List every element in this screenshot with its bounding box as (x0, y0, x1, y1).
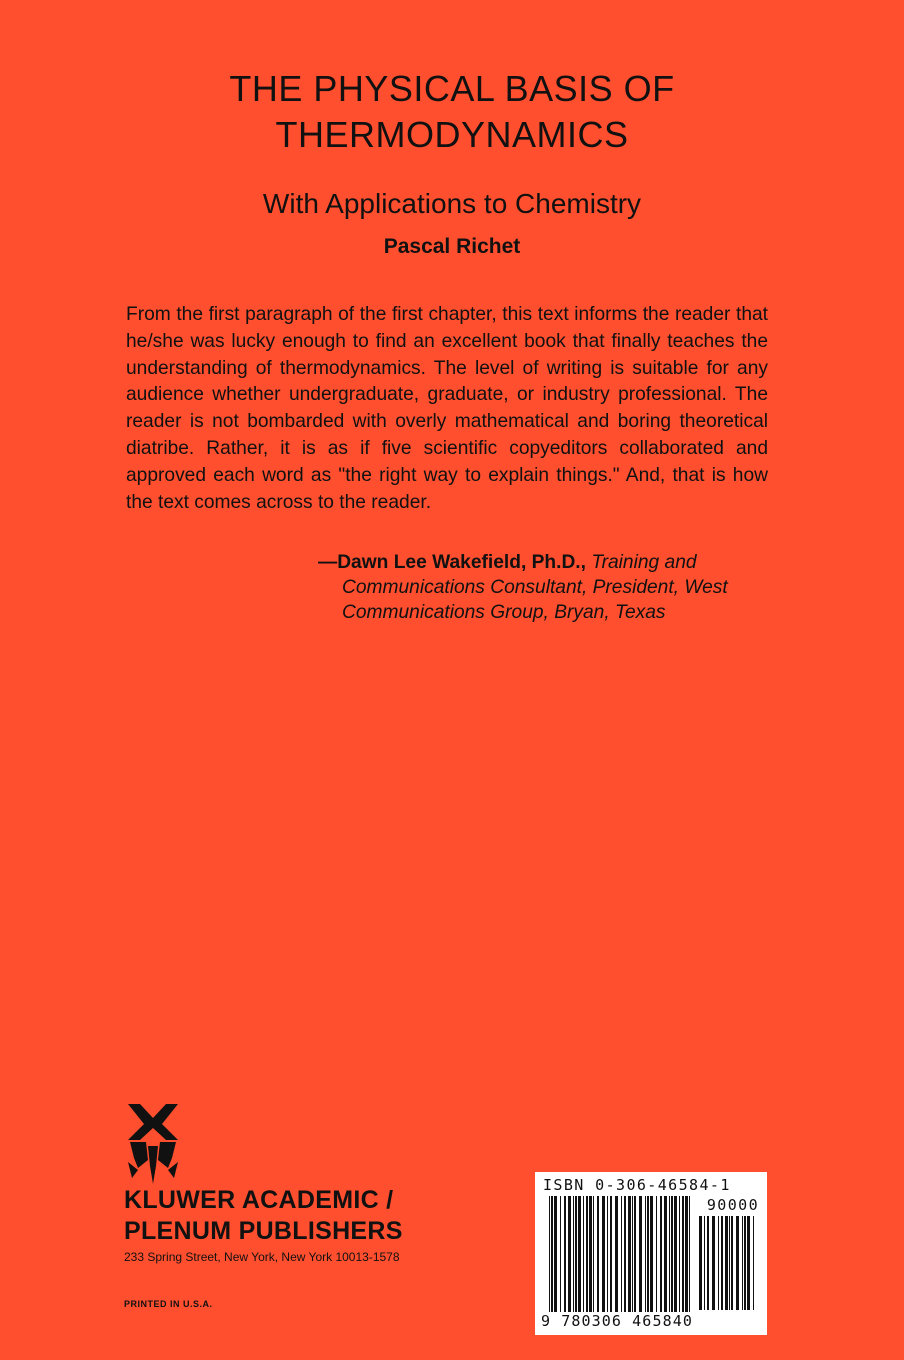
barcode-bar (679, 1196, 680, 1312)
barcode-bar (602, 1196, 605, 1312)
ean-bars (549, 1196, 694, 1312)
publisher-address: 233 Spring Street, New York, New York 10013-1578 (124, 1250, 400, 1264)
barcode-bar (736, 1216, 739, 1310)
title-line-1: THE PHYSICAL BASIS OF (229, 68, 675, 109)
title-line-2: THERMODYNAMICS (275, 114, 629, 155)
barcode-bar (671, 1196, 673, 1312)
book-author: Pascal Richet (383, 235, 521, 258)
ean-text: 9 780306 465840 (541, 1312, 693, 1330)
barcode-bar (624, 1196, 626, 1312)
publisher-name (124, 1185, 403, 1247)
book-title (0, 66, 904, 158)
barcode-bar (593, 1196, 594, 1312)
attribution (318, 550, 798, 625)
barcode-bar (647, 1196, 649, 1312)
barcode-bar (721, 1216, 723, 1310)
kluwer-logo-icon (128, 1104, 178, 1184)
barcode-bar (689, 1196, 690, 1312)
barcode-bar (586, 1196, 588, 1312)
barcode-bar (669, 1196, 670, 1312)
barcode-bar (744, 1216, 746, 1310)
barcode-bar (742, 1216, 743, 1310)
barcode-bar (674, 1196, 677, 1312)
barcode-bar (660, 1196, 662, 1312)
barcode-bar (628, 1196, 631, 1312)
barcode-bar (597, 1196, 599, 1312)
barcode-bar (615, 1196, 618, 1312)
barcode-bar (551, 1196, 553, 1312)
barcode-bar (575, 1196, 577, 1312)
barcode-bar (729, 1216, 730, 1310)
barcode-bar (573, 1196, 574, 1312)
barcode-bar (583, 1196, 584, 1312)
barcode-bar (731, 1216, 733, 1310)
barcode-bar (704, 1216, 705, 1310)
barcode-bar (664, 1196, 667, 1312)
addon-bars (699, 1216, 759, 1310)
reviewer-name: —Dawn Lee Wakefield, Ph.D., (318, 552, 586, 573)
barcode-bar (718, 1216, 719, 1310)
publisher-line-1: KLUWER ACADEMIC / (124, 1186, 394, 1214)
barcode-bar (607, 1196, 608, 1312)
barcode-bar (560, 1196, 561, 1312)
barcode-bar (632, 1196, 633, 1312)
barcode-bar (589, 1196, 592, 1312)
printed-in: PRINTED IN U.S.A. (124, 1299, 213, 1309)
barcode-bar (645, 1196, 646, 1312)
blurb-text: From the first paragraph of the first chapter, this text informs the reader that he/she was lucky enough to find an excellent book that finally teaches the understanding of thermodynamics. The level of writing is suitable for any audience whether undergraduate, graduate, or industry professional. The reader is not bombarded with overly mathematical and boring theoretical diatribe. Rather, it is as if five scientific copyeditors collaborated and approved each word as "the right way to explain things." And, that is how the text comes across to the reader. (126, 304, 768, 513)
barcode (535, 1172, 767, 1335)
barcode-bar (578, 1196, 581, 1312)
barcode-bar (650, 1196, 653, 1312)
barcode-bar (554, 1196, 557, 1312)
barcode-bar (747, 1216, 750, 1310)
barcode-bar (568, 1196, 571, 1312)
addon-text: 90000 (706, 1196, 759, 1214)
isbn-text: ISBN 0-306-46584-1 (543, 1176, 731, 1194)
barcode-bar (639, 1196, 642, 1312)
barcode-bar (549, 1196, 550, 1312)
barcode-bar (621, 1196, 622, 1312)
barcode-bar (699, 1216, 702, 1310)
barcode-bar (753, 1216, 754, 1310)
reviewer-role-3: Communications Group, Bryan, Texas (342, 602, 666, 623)
barcode-bar (685, 1196, 688, 1312)
barcode-bar (564, 1196, 566, 1312)
reviewer-role-2: Communications Consultant, President, West (342, 577, 728, 598)
barcode-bar (725, 1216, 728, 1310)
reviewer-role-1: Training and (591, 552, 697, 573)
barcode-bar (707, 1216, 709, 1310)
barcode-bar (656, 1196, 657, 1312)
barcode-bar (610, 1196, 612, 1312)
publisher-line-2: PLENUM PUBLISHERS (124, 1217, 403, 1245)
barcode-bar (634, 1196, 636, 1312)
book-subtitle: With Applications to Chemistry (262, 188, 642, 219)
barcode-bar (712, 1216, 715, 1310)
barcode-bar (682, 1196, 684, 1312)
